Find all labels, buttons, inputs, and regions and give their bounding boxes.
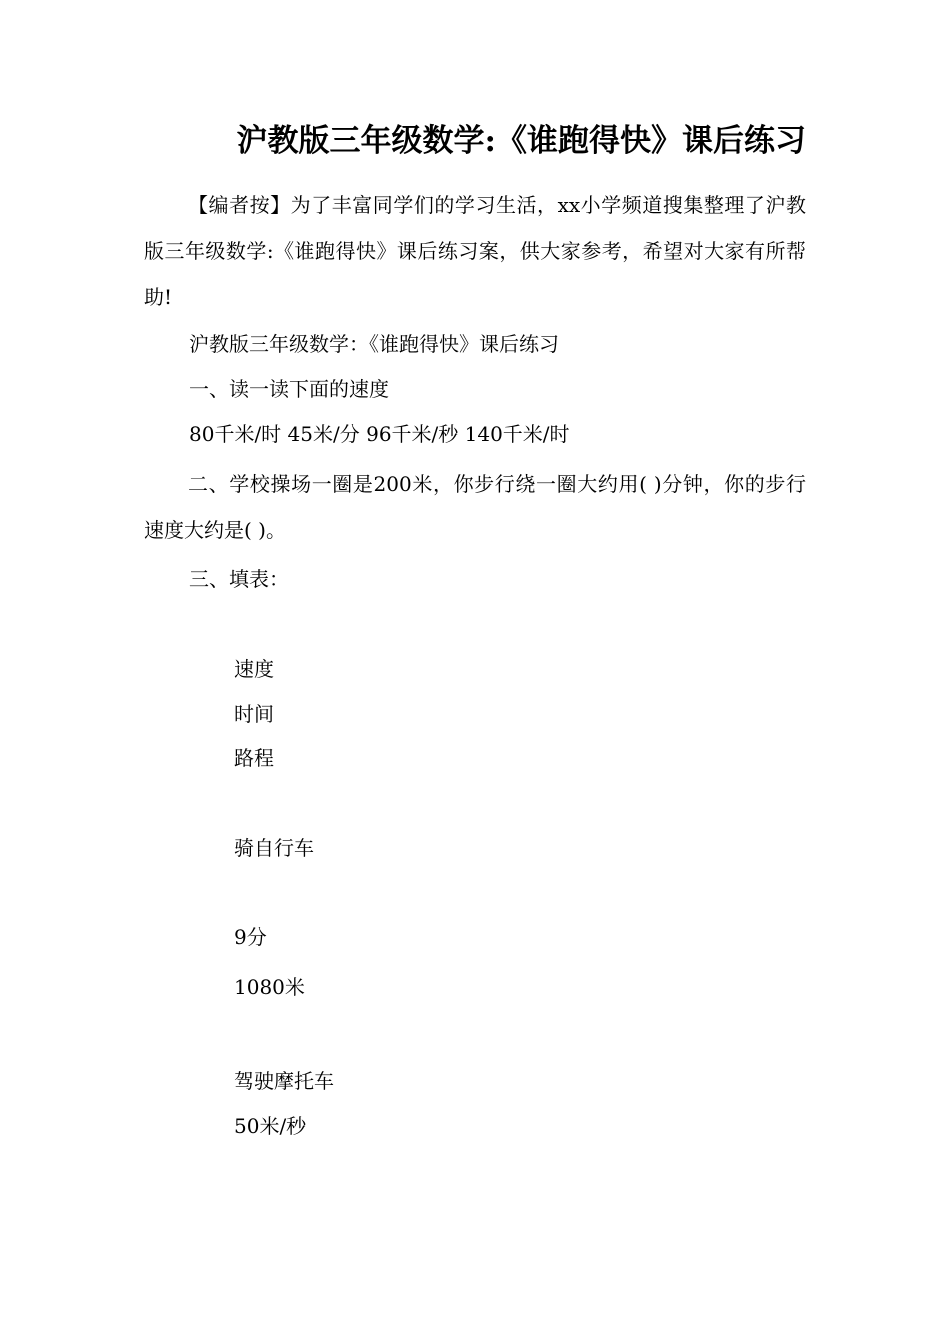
question-3-heading: 三、填表： [189,567,289,591]
question-2-paragraph: 二、学校操场一圈是200米，你步行绕一圈大约用( )分钟，你的步行速度大约是( )。 [144,472,806,542]
table-header-distance: 路程 [234,746,274,770]
question-1-speeds: 80千米/时 45米/分 96千米/秒 140千米/时 [189,422,570,446]
editor-note-paragraph: 【编者按】为了丰富同学们的学习生活，xx小学频道搜集整理了沪教版三年级数学:《谁跑得快》课后练习案，供大家参考，希望对大家有所帮助! [144,193,806,309]
table-row-motorcycle-speed: 50米/秒 [234,1114,307,1138]
table-row-bicycle-time: 9分 [234,925,267,949]
table-row-motorcycle-label: 驾驶摩托车 [234,1069,334,1093]
exercise-subtitle: 沪教版三年级数学：《谁跑得快》课后练习 [189,332,559,356]
table-header-speed: 速度 [234,657,274,681]
table-row-bicycle-distance: 1080米 [234,975,305,999]
table-row-bicycle-label: 骑自行车 [234,836,314,860]
document-title: 沪教版三年级数学:《谁跑得快》课后练习 [236,123,806,159]
table-header-time: 时间 [234,702,274,726]
question-1-heading: 一、读一读下面的速度 [189,377,389,401]
